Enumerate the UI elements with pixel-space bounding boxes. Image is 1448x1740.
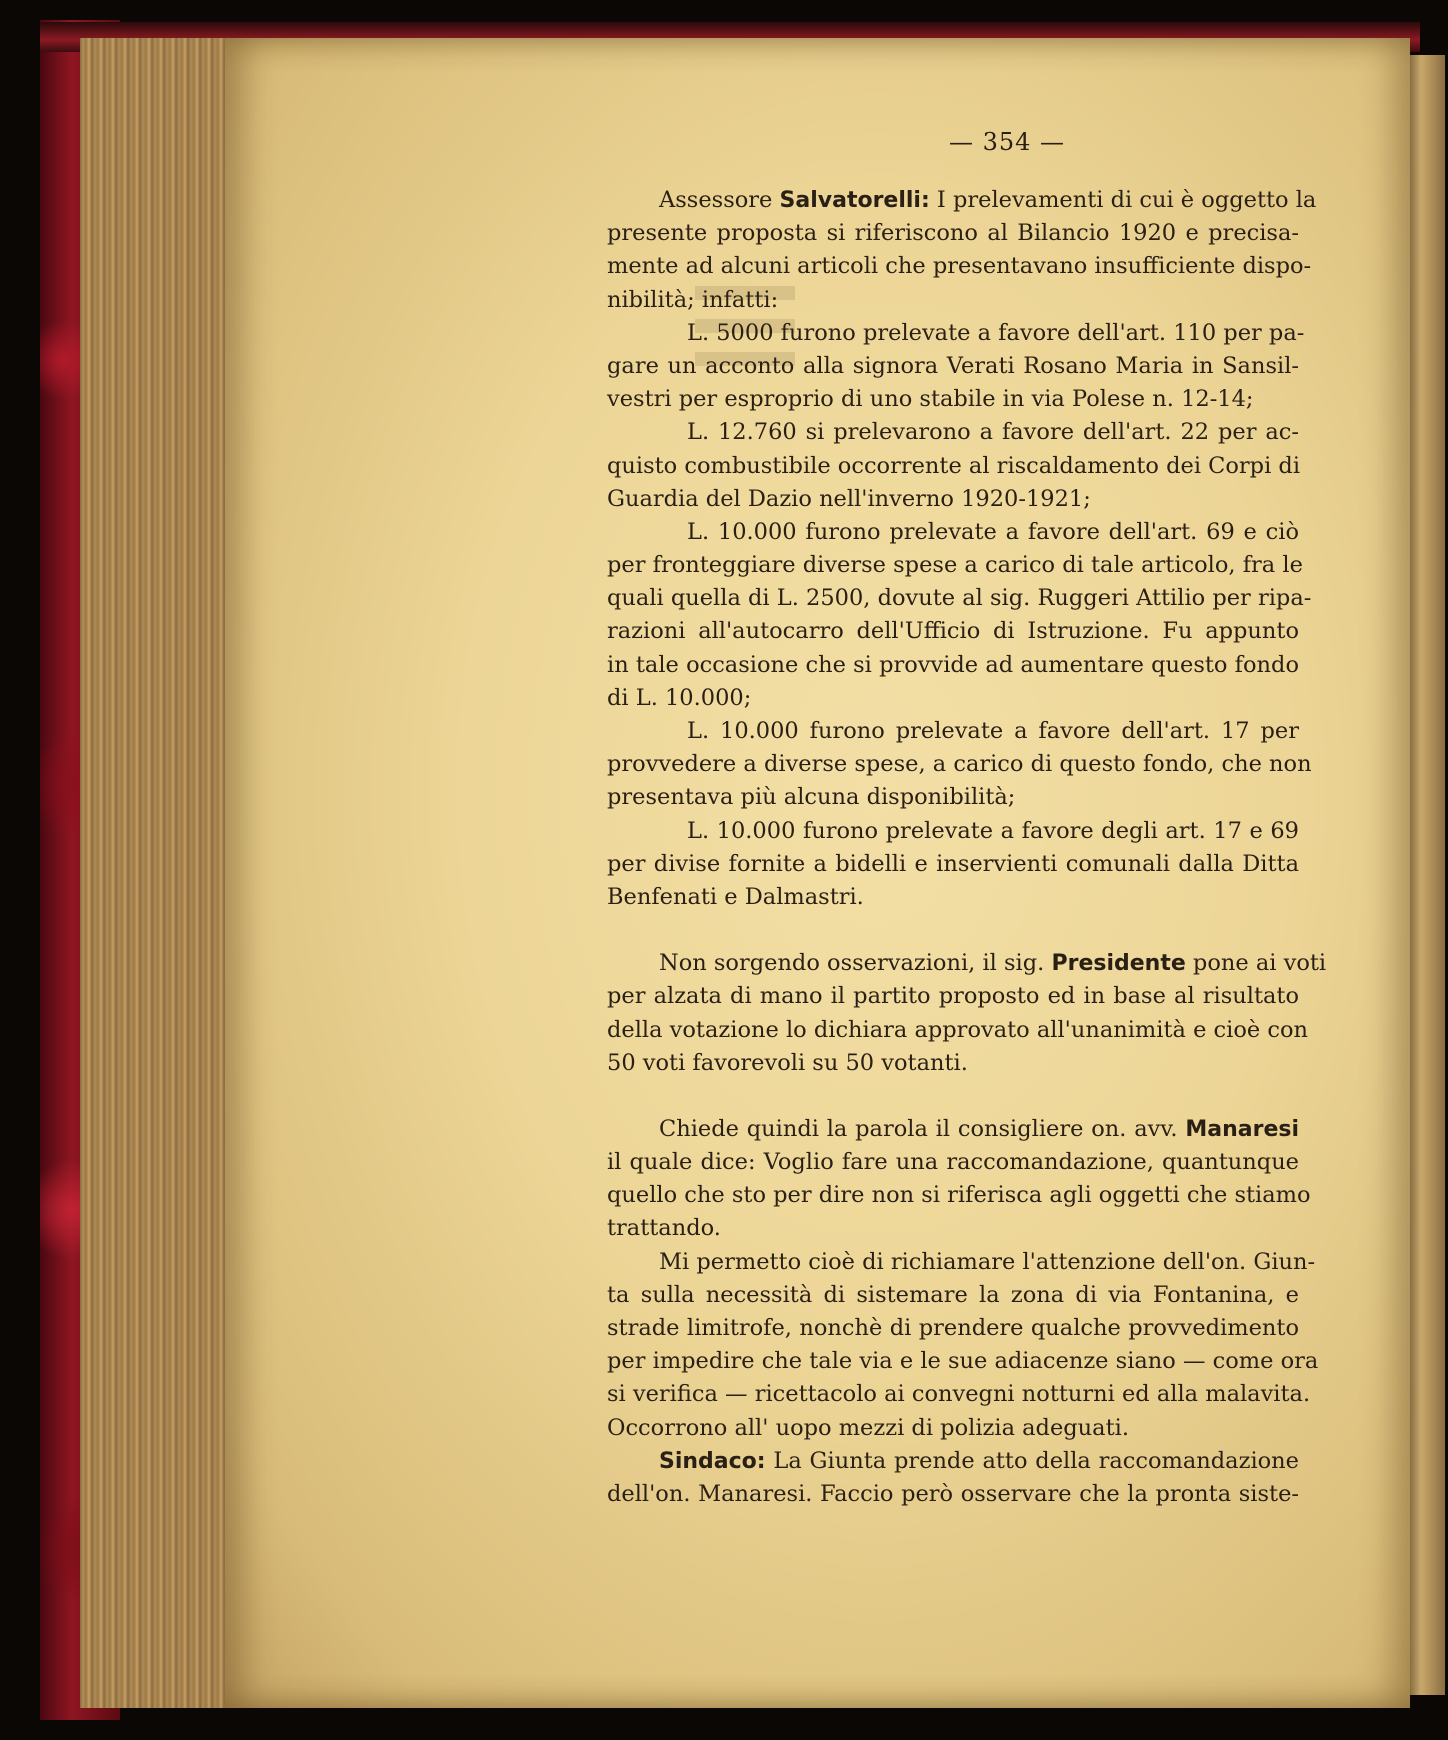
text-line: L. 12.760 si prelevarono a favore dell'art. 22 per ac- xyxy=(687,419,1299,446)
text-line: il quale dice: Voglio fare una raccomandazione, quantunque xyxy=(607,1149,1299,1176)
text-line: vestri per esproprio di uno stabile in via Polese n. 12-14; xyxy=(607,386,1254,413)
text-line: quello che sto per dire non si riferisca agli oggetti che stiamo xyxy=(607,1182,1311,1209)
text-line: per impedire che tale via e le sue adiacenze siano — come ora xyxy=(607,1348,1319,1375)
text-line: in tale occasione che si provvide ad aumentare questo fondo xyxy=(607,651,1299,678)
stacked-page-edges xyxy=(80,38,230,1708)
paragraph-gap xyxy=(607,914,1299,947)
text-line: dell'on. Manaresi. Faccio però osservare che la pronta siste- xyxy=(607,1480,1299,1507)
text-line: L. 10.000 furono prelevate a favore degli art. 17 e 69 xyxy=(687,817,1299,844)
paragraph-sindaco xyxy=(607,1445,1299,1511)
paragraph-item-art-17-69 xyxy=(607,815,1299,915)
text-line: nibilità; infatti: xyxy=(607,286,779,313)
paragraph-gap xyxy=(607,1080,1299,1113)
speaker-name: Sindaco: xyxy=(659,1448,766,1474)
text-line: L. 10.000 furono prelevate a favore dell'art. 17 per xyxy=(687,718,1299,744)
text-line: della votazione lo dichiara approvato all'unanimità e cioè con xyxy=(607,1016,1308,1043)
text-line: per divise fornite a bidelli e inservienti comunali dalla Ditta xyxy=(607,850,1299,877)
paragraph-salvatorelli xyxy=(607,184,1317,317)
text-line: Sindaco: La Giunta prende atto della raccomandazione xyxy=(659,1447,1299,1474)
page-text xyxy=(607,184,1327,1511)
paragraph-item-5000 xyxy=(607,317,1305,417)
text-line: di L. 10.000; xyxy=(607,684,752,711)
text-line: Mi permetto cioè di richiamare l'attenzione dell'on. Giun- xyxy=(659,1248,1316,1275)
text-line: ta sulla necessità di sistemare la zona di via Fontanina, e xyxy=(607,1281,1299,1308)
next-page-edge xyxy=(1405,55,1445,1695)
paragraph-vote xyxy=(607,947,1327,1080)
paragraph-fontanina xyxy=(607,1246,1319,1445)
text-line: si verifica — ricettacolo ai convegni notturni ed alla malavita. xyxy=(607,1381,1311,1408)
text-line: razioni all'autocarro dell'Ufficio di Istruzione. Fu appunto xyxy=(607,618,1299,645)
paragraph-manaresi xyxy=(607,1113,1311,1246)
text-line: 50 voti favorevoli su 50 votanti. xyxy=(607,1049,968,1076)
speaker-name: Salvatorelli: xyxy=(779,188,930,213)
text-line: Assessore Salvatorelli: I prelevamenti di cui è oggetto la xyxy=(659,187,1317,213)
paragraph-item-art-69 xyxy=(607,516,1312,715)
text-line: Guardia del Dazio nell'inverno 1920-1921; xyxy=(607,485,1091,512)
text-line: provvedere a diverse spese, a carico di questo fondo, che non xyxy=(607,751,1312,778)
text-line: Non sorgendo osservazioni, il sig. Presidente pone ai voti xyxy=(659,950,1327,977)
text-line: quali quella di L. 2500, dovute al sig. Ruggeri Attilio per ripa- xyxy=(607,585,1312,612)
text-line: trattando. xyxy=(607,1215,721,1242)
text-line: Chiede quindi la parola il consigliere on. avv. Manaresi xyxy=(659,1115,1299,1142)
text-line: per fronteggiare diverse spese a carico di tale articolo, fra le xyxy=(607,552,1303,579)
text-line: strade limitrofe, nonchè di prendere qualche provvedimento xyxy=(607,1315,1299,1341)
speaker-name: Presidente xyxy=(1051,951,1186,977)
text-line: gare un acconto alla signora Verati Rosano Maria in Sansil- xyxy=(607,352,1299,379)
page-number: — 354 — xyxy=(948,128,1066,156)
paragraph-item-12760 xyxy=(607,416,1299,516)
paragraph-item-art-17 xyxy=(607,715,1312,815)
text-line: presente proposta si riferiscono al Bilancio 1920 e precisa- xyxy=(607,220,1299,247)
text-line: L. 10.000 furono prelevate a favore dell'art. 69 e ciò xyxy=(687,518,1299,545)
text-line: mente ad alcuni articoli che presentavano insufficiente dispo- xyxy=(607,253,1312,280)
text-line: presentava più alcuna disponibilità; xyxy=(607,784,1016,811)
text-line: Benfenati e Dalmastri. xyxy=(607,883,864,910)
text-line: per alzata di mano il partito proposto ed in base al risultato xyxy=(607,983,1299,1010)
text-line: Occorrono all' uopo mezzi di polizia adeguati. xyxy=(607,1414,1129,1441)
text-line: quisto combustibile occorrente al riscaldamento dei Corpi di xyxy=(607,452,1301,479)
text-line: L. 5000 furono prelevate a favore dell'art. 110 per pa- xyxy=(687,319,1305,346)
speaker-name: Manaresi xyxy=(1185,1116,1299,1142)
